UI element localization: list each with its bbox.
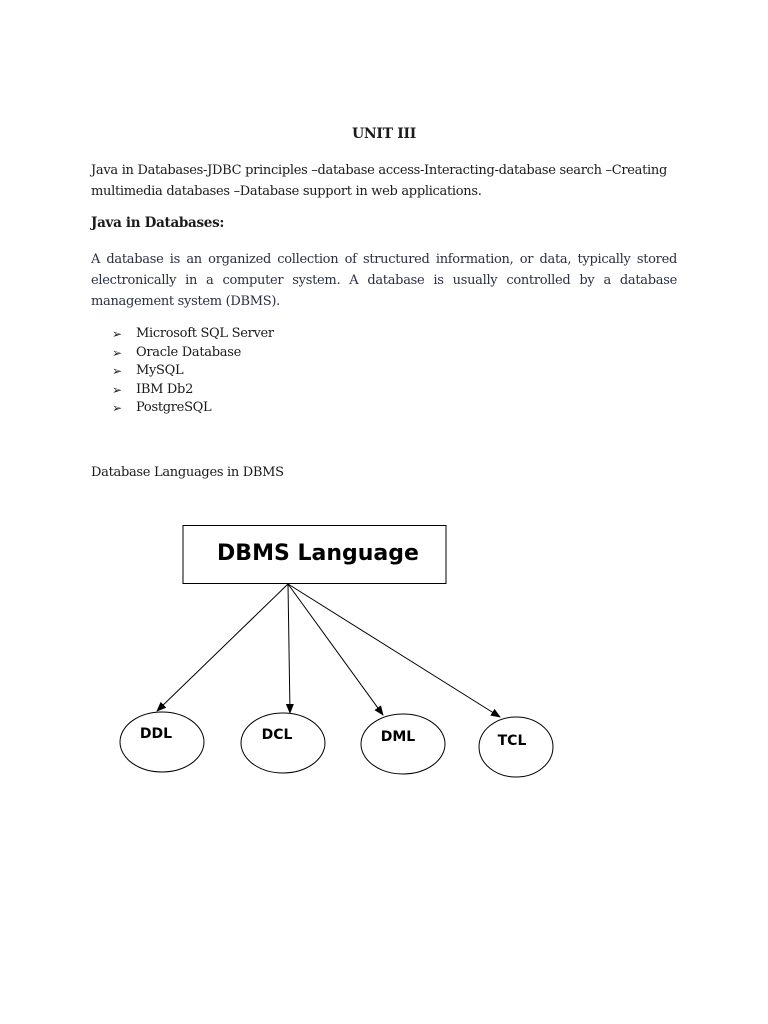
arrow-bullet-icon: ➢	[112, 364, 122, 378]
languages-caption: Database Languages in DBMS	[91, 465, 284, 480]
section-heading: Java in Databases:	[91, 215, 225, 231]
arrow-bullet-icon: ➢	[112, 401, 122, 415]
list-item-label: PostgreSQL	[136, 400, 212, 415]
list-item-label: IBM Db2	[136, 381, 194, 397]
arrow-bullet-icon: ➢	[112, 327, 122, 341]
node-tcl-label: TCL	[497, 733, 527, 749]
connector-arrow-dml	[288, 584, 383, 715]
list-item-label: Microsoft SQL Server	[136, 326, 274, 341]
connector-arrow-dcl	[288, 584, 290, 713]
arrow-bullet-icon: ➢	[112, 345, 122, 360]
node-ddl	[120, 712, 204, 772]
intro-text: Java in Databases-JDBC principles –database access-Interacting-database search –Creating multimedia databases –Database support in web applications.	[91, 163, 667, 199]
database-paragraph: A database is an organized collection of structured information, or data, typically stored electronically in a computer system. A database is usually controlled by a database management system (DBMS).	[91, 252, 677, 309]
node-ddl-label: DDL	[139, 726, 173, 742]
root-label: DBMS Language	[217, 541, 419, 566]
node-dcl	[241, 713, 325, 773]
list-item-label: MySQL	[136, 363, 184, 378]
list-item-label: Oracle Database	[136, 344, 241, 360]
node-dcl-label: DCL	[261, 727, 293, 743]
connector-arrow-tcl	[288, 584, 500, 717]
page-title: UNIT III	[351, 126, 417, 142]
node-dml-label: DML	[380, 729, 416, 745]
arrow-bullet-icon: ➢	[112, 382, 122, 397]
connector-arrow-ddl	[157, 584, 288, 711]
